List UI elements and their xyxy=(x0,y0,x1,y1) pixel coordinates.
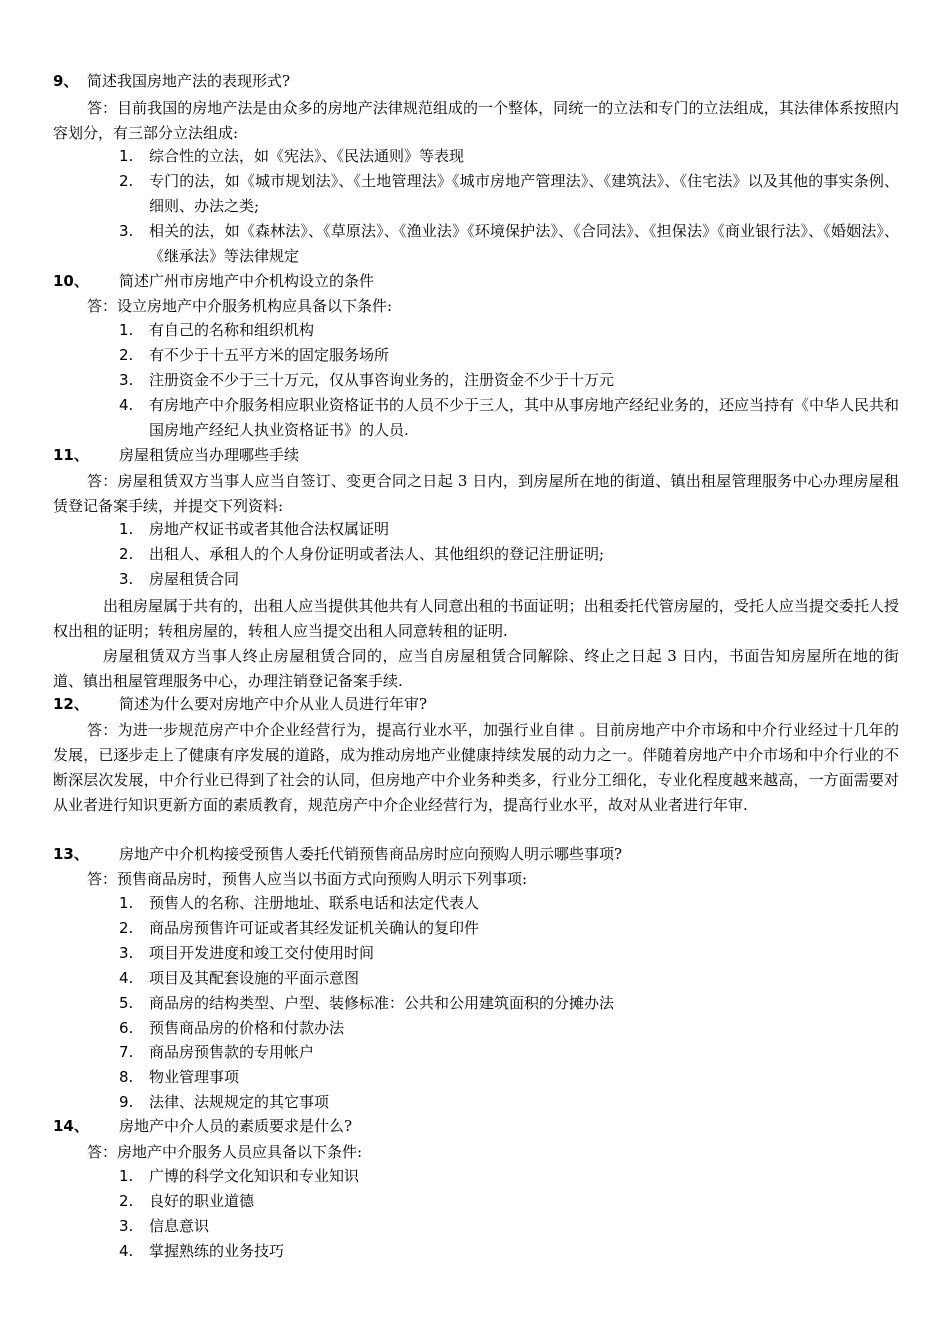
question-number: 14、 xyxy=(53,1117,89,1135)
list-item xyxy=(119,368,899,393)
list-item xyxy=(119,393,899,443)
list-item xyxy=(119,891,899,916)
list-text: 掌握熟练的业务技巧 xyxy=(149,1242,285,1260)
list-item xyxy=(119,318,899,343)
list-item xyxy=(119,1065,899,1090)
list-number: 7. xyxy=(119,1043,134,1061)
list-item xyxy=(119,517,899,542)
list-item xyxy=(119,169,899,219)
list-item xyxy=(119,343,899,368)
answer-paragraph: 答：房地产中介服务人员应具备以下条件: xyxy=(87,1143,363,1161)
list-text: 法律、法规规定的其它事项 xyxy=(149,1093,330,1111)
question-title: 简述广州市房地产中介机构设立的条件 xyxy=(119,272,375,290)
list-number: 3. xyxy=(119,944,134,962)
answer-paragraph: 答：预售商品房时，预售人应当以书面方式向预购人明示下列事项: xyxy=(87,870,528,888)
list-item xyxy=(119,1164,899,1189)
list-number: 2. xyxy=(119,545,134,563)
list-text: 商品房的结构类型、户型、装修标准：公共和公用建筑面积的分摊办法 xyxy=(149,994,615,1012)
list-text: 房地产权证书或者其他合法权属证明 xyxy=(149,520,390,538)
question-title: 房地产中介机构接受预售人委托代销预售商品房时应向预购人明示哪些事项? xyxy=(119,845,623,863)
list-item xyxy=(119,542,899,567)
list-number: 5. xyxy=(119,994,134,1012)
list-number: 8. xyxy=(119,1068,134,1086)
list-text: 预售商品房的价格和付款办法 xyxy=(149,1019,345,1037)
list-number: 3. xyxy=(119,570,134,588)
list-item xyxy=(119,916,899,941)
list-text: 良好的职业道德 xyxy=(149,1192,255,1210)
list-item xyxy=(119,1016,899,1041)
list-text: 广博的科学文化知识和专业知识 xyxy=(149,1167,360,1185)
answer-paragraph: 答：目前我国的房地产法是由众多的房地产法律规范组成的一个整体，同统一的立法和专门的立法组成，其法律体系按照内容划分，有三部分立法组成: xyxy=(53,99,899,142)
list-text: 项目及其配套设施的平面示意图 xyxy=(149,969,360,987)
question-number: 11、 xyxy=(53,446,89,464)
answer-paragraph: 答：设立房地产中介服务机构应具备以下条件: xyxy=(87,297,393,315)
list-item xyxy=(119,1189,899,1214)
answer-paragraph: 答：为进一步规范房产中介企业经营行为，提高行业水平，加强行业自律 。目前房地产中介市场和中介行业经过十几年的发展，已逐步走上了健康有序发展的道路，成为推动房地产业健康持续发展的动力之一。伴随着房地产中介市场和中介行业的不断深层次发展，中介行业已得到了社会的认同，但房地产中介业务种类多，行业分工细化，专业化程度越来越高，一方面需要对从业者进行知识更新方面的素质教育，规范房产中介企业经营行为，提高行业水平，故对从业者进行年审. xyxy=(53,721,899,814)
list-text: 物业管理事项 xyxy=(149,1068,240,1086)
list-item xyxy=(119,991,899,1016)
list-number: 2. xyxy=(119,172,134,190)
question-number: 9、 xyxy=(53,72,79,90)
list-item xyxy=(119,1239,899,1264)
list-number: 1. xyxy=(119,520,134,538)
list-text: 综合性的立法，如《宪法》、《民法通则》等表现 xyxy=(149,147,465,165)
body-paragraph: 出租房屋属于共有的，出租人应当提供其他共有人同意出租的书面证明；出租委托代管房屋的，受托人应当提交委托人授权出租的证明；转租房屋的，转租人应当提交出租人同意转租的证明. xyxy=(53,597,899,640)
list-item xyxy=(119,219,899,269)
list-item xyxy=(119,966,899,991)
list-text: 有不少于十五平方米的固定服务场所 xyxy=(149,346,390,364)
list-item xyxy=(119,941,899,966)
list-text: 商品房预售款的专用帐户 xyxy=(149,1043,315,1061)
question-title: 房地产中介人员的素质要求是什么? xyxy=(119,1117,353,1135)
list-text: 商品房预售许可证或者其经发证机关确认的复印件 xyxy=(149,919,480,937)
list-text: 注册资金不少于三十万元，仅从事咨询业务的，注册资金不少于十万元 xyxy=(149,371,615,389)
list-number: 2. xyxy=(119,346,134,364)
list-number: 6. xyxy=(119,1019,134,1037)
list-number: 2. xyxy=(119,1192,134,1210)
list-number: 1. xyxy=(119,147,134,165)
list-text: 房屋租赁合同 xyxy=(149,570,240,588)
list-number: 1. xyxy=(119,894,134,912)
list-number: 1. xyxy=(119,321,134,339)
list-text: 有自己的名称和组织机构 xyxy=(149,321,315,339)
list-number: 9. xyxy=(119,1093,134,1111)
question-number: 12、 xyxy=(53,695,89,713)
list-text: 专门的法，如《城市规划法》、《土地管理法》《城市房地产管理法》、《建筑法》、《住宅法》以及其他的事实条例、细则、办法之类; xyxy=(149,172,899,215)
list-item xyxy=(119,567,899,592)
question-title: 房屋租赁应当办理哪些手续 xyxy=(119,446,300,464)
list-number: 3. xyxy=(119,1217,134,1235)
list-text: 相关的法，如《森林法》、《草原法》、《渔业法》《环境保护法》、《合同法》、《担保法》《商业银行法》、《婚姻法》、《继承法》等法律规定 xyxy=(149,222,899,265)
list-item xyxy=(119,1090,899,1115)
question-title: 简述为什么要对房地产中介从业人员进行年审? xyxy=(119,695,428,713)
list-text: 有房地产中介服务相应职业资格证书的人员不少于三人，其中从事房地产经纪业务的，还应当持有《中华人民共和国房地产经纪人执业资格证书》的人员. xyxy=(149,396,900,439)
list-item xyxy=(119,1214,899,1239)
body-paragraph: 房屋租赁双方当事人终止房屋租赁合同的，应当自房屋租赁合同解除、终止之日起 3 日内，书面告知房屋所在地的街道、镇出租屋管理服务中心，办理注销登记备案手续. xyxy=(53,647,899,690)
list-text: 出租人、承租人的个人身份证明或者法人、其他组织的登记注册证明; xyxy=(149,545,605,563)
list-item xyxy=(119,1040,899,1065)
list-number: 3. xyxy=(119,222,134,240)
list-item xyxy=(119,144,899,169)
list-text: 信息意识 xyxy=(149,1217,210,1235)
list-number: 4. xyxy=(119,396,134,414)
question-number: 13、 xyxy=(53,845,89,863)
list-text: 预售人的名称、注册地址、联系电话和法定代表人 xyxy=(149,894,480,912)
answer-paragraph: 答：房屋租赁双方当事人应当自签订、变更合同之日起 3 日内，到房屋所在地的街道、镇出租屋管理服务中心办理房屋租赁登记备案手续，并提交下列资料: xyxy=(53,472,899,515)
list-number: 3. xyxy=(119,371,134,389)
list-number: 4. xyxy=(119,1242,134,1260)
list-number: 4. xyxy=(119,969,134,987)
list-number: 1. xyxy=(119,1167,134,1185)
list-text: 项目开发进度和竣工交付使用时间 xyxy=(149,944,375,962)
question-number: 10、 xyxy=(53,272,89,290)
list-number: 2. xyxy=(119,919,134,937)
question-title: 简述我国房地产法的表现形式? xyxy=(87,72,291,90)
